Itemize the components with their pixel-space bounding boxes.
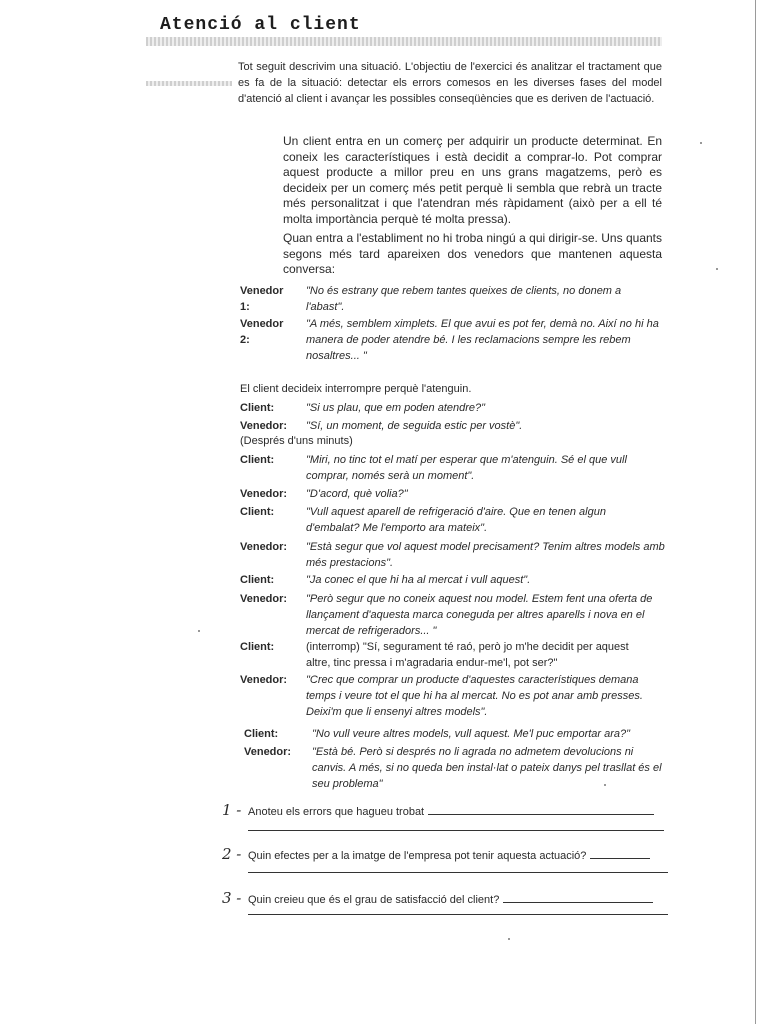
situation-paragraph-1: Un client entra en un comerç per adquirir un producte determinat. En coneix les característiques i està decidit a comprar-lo. Pot comprar aquest producte a millor preu en uns grans magatzems, però es decideix per un comerç més petit perquè li sembla que rebrà un tracte més personalitzat i que l'atendran més ràpidament (això per a ell té molta importància perquè té molta pressa). [283,134,662,226]
question-text: Quin efectes per a la imatge de l'empresa pot tenir aquesta actuació? [248,850,587,862]
speaker-label: Client: [240,506,275,518]
situation-paragraph-2: Quan entra a l'establiment no hi troba ningú a qui dirigir-se. Uns quants segons més tard apareixen dos venedors que mantenen aquesta conversa: [283,231,662,276]
interrupt-line: El client decideix interrompre perquè l'atenguin. [240,383,472,395]
speaker-label: Venedor: [240,420,288,432]
answer-blank[interactable] [503,901,653,903]
speaker-label: Venedor: [244,746,292,758]
scan-speck [508,938,510,940]
speaker-label: Venedor: [240,593,288,605]
speaker-label: Venedor: [240,674,288,686]
answer-line[interactable] [248,872,668,873]
dialogue-text: "Està bé. Però si després no li agrada no admetem devolucions ni canvis. A més, si no queda ben instal·lat o pateix danys pel trasllat és el seu problema" [312,746,662,790]
question-1 [222,802,654,820]
dialogue-text: "No vull veure altres models, vull aquest. Me'l puc emportar ara?" [312,728,631,740]
dialogue-text: "Ja conec el que hi ha al mercat i vull aquest". [306,574,531,586]
dialogue-text: "A més, semblem ximplets. El que avui es pot fer, demà no. Així no hi ha manera de poder atendre bé. I les reclamacions sempre les rebem nosaltres... " [306,318,659,362]
answer-blank[interactable] [590,857,650,859]
question-3 [222,890,653,908]
speaker-label: Venedor: [240,541,288,553]
scan-speck [604,784,606,786]
pause-line: (Després d'uns minuts) [240,435,353,447]
question-text: Anoteu els errors que hagueu trobat [248,806,425,818]
dialogue-text: "Miri, no tinc tot el matí per esperar que m'atenguin. Sé el que vull comprar, només serà un moment". [306,454,627,482]
answer-line[interactable] [248,830,664,831]
question-text: Quin creieu que és el grau de satisfacció del client? [248,894,500,906]
answer-blank[interactable] [428,813,654,815]
dialogue-text: "Està segur que vol aquest model precisament? Tenim altres models amb més prestacions". [306,541,665,569]
scan-speck [700,142,702,144]
question-2 [222,846,650,864]
speaker-label: Venedor 2: [240,318,284,346]
speaker-label: Client: [244,728,279,740]
page-edge [755,0,756,1024]
dialogue-text: "Però segur que no coneix aquest nou model. Estem fent una oferta de llançament d'aquesta marca coneguda per altres aparells i nova en el mercat de refrigeradors... " [306,593,653,637]
speaker-label: Client: [240,402,275,414]
dialogue-text: "Si us plau, que em poden atendre?" [306,402,486,414]
dialogue-text: "Vull aquest aparell de refrigeració d'aire. Que en tenen algun d'embalat? Me l'emporto ara mateix". [306,506,606,534]
speaker-label: Client: [240,454,275,466]
answer-line[interactable] [248,914,668,915]
title-rule [146,37,662,46]
intro-paragraph: Tot seguit descrivim una situació. L'objectiu de l'exercici és analitzar el tractament que es fa de la situació: detectar els errors comesos en les diverses fases del model d'atenció al client i avançar les possibles conseqüències que es deriven de l'actuació. [238,61,662,105]
speaker-label: Client: [240,641,275,653]
dialogue-text: "Crec que comprar un producte d'aquestes característiques demana temps i veure tot el que hi ha al mercat. No es pot anar amb presses. Deixi'm que li ensenyi altres models". [306,674,643,718]
dialogue-text: "Sí, un moment, de seguida estic per vostè". [306,420,523,432]
speaker-label: Venedor 1: [240,285,284,313]
dialogue-text: (interromp) "Sí, segurament té raó, però jo m'he decidit per aquest altre, tinc pressa i m'agradaria endur-me'l, pot ser?" [306,641,629,669]
page-title: Atenció al client [160,15,361,35]
speaker-label: Client: [240,574,275,586]
scan-speck [198,630,200,632]
dialogue-text: "No és estrany que rebem tantes queixes de clients, no donem a l'abast". [306,285,622,313]
dialogue-text: "D'acord, què volia?" [306,488,408,500]
question-number: 2 - [222,845,242,863]
question-number: 3 - [222,889,242,907]
scan-speck [716,268,718,270]
speaker-label: Venedor: [240,488,288,500]
question-number: 1 - [222,801,242,819]
margin-rule [146,81,232,86]
